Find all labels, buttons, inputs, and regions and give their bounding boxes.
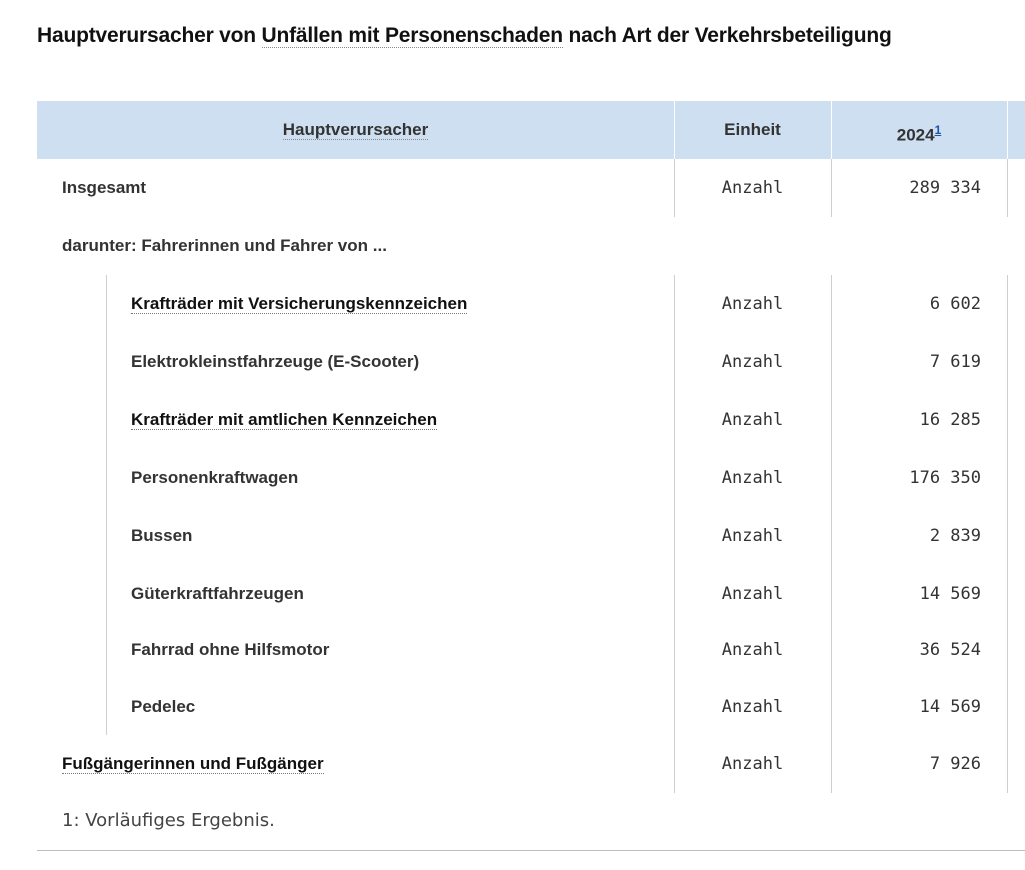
row-value: 14 569 [919,584,981,604]
row-unit: Anzahl [721,526,784,546]
row-unit: Anzahl [721,352,784,372]
row-value: 6 602 [929,294,981,314]
table-row [37,449,1025,507]
row-label: Bussen [131,526,193,545]
table-row [37,159,1025,217]
table-row [37,391,1025,449]
row-unit: Anzahl [721,468,784,488]
row-label-link[interactable] [131,391,437,449]
page-title [37,24,892,48]
header-year-label: 2024 [896,125,935,145]
table-row [37,735,1025,793]
table-row [37,565,1025,623]
row-unit: Anzahl [721,410,784,430]
title-suffix: nach Art der Verkehrsbeteiligung [562,24,892,47]
row-label: Personenkraftwagen [131,468,299,487]
title-prefix: Hauptverursacher von [37,24,262,47]
row-unit: Anzahl [721,697,784,717]
row-label-link[interactable] [131,275,467,333]
header-year [831,101,1007,159]
row-unit: Anzahl [721,584,784,604]
row-label-link[interactable] [62,735,324,793]
row-label: Elektrokleinstfahrzeuge (E-Scooter) [131,352,420,371]
row-value: 7 926 [929,754,981,774]
row-label: darunter: Fahrerinnen und Fahrer von ... [62,236,387,255]
footnote: 1: Vorläufiges Ergebnis. [62,810,275,831]
row-label-link-text[interactable]: Krafträder mit Versicherungskennzeichen [131,294,468,313]
table-row [37,275,1025,333]
header-einheit: Einheit [724,120,781,139]
bottom-divider [37,850,1025,851]
row-label: Pedelec [131,697,196,716]
row-value: 2 839 [929,526,981,546]
row-label: Insgesamt [62,178,147,197]
row-value: 289 334 [909,178,981,198]
row-label: Fahrrad ohne Hilfsmotor [131,640,330,659]
row-unit: Anzahl [721,754,784,774]
row-unit: Anzahl [721,640,784,660]
row-value: 7 619 [929,352,981,372]
row-label-link-text[interactable]: Fußgängerinnen und Fußgänger [62,754,324,773]
row-value: 14 569 [919,697,981,717]
row-value: 36 524 [919,640,981,660]
table-row [37,678,1025,736]
row-label: Güterkraftfahrzeugen [131,584,304,603]
row-unit: Anzahl [721,294,784,314]
header-hauptverursacher[interactable] [37,101,674,159]
header-divider [674,101,675,159]
title-glossary-link[interactable]: Unfällen mit Personenschaden [261,24,563,47]
header-hauptverursacher-label[interactable]: Hauptverursacher [282,120,429,139]
row-label-link-text[interactable]: Krafträder mit amtlichen Kennzeichen [131,410,438,429]
footnote-ref-link[interactable]: 1 [934,123,942,137]
table-row-group-heading [37,217,1025,275]
header-divider [831,101,832,159]
table-row [37,333,1025,391]
header-divider [1007,101,1008,159]
row-value: 16 285 [919,410,981,430]
table-row [37,507,1025,565]
row-unit: Anzahl [721,178,784,198]
row-value: 176 350 [909,468,981,488]
table-row [37,621,1025,679]
data-table [37,101,1025,793]
table-header [37,101,1025,159]
